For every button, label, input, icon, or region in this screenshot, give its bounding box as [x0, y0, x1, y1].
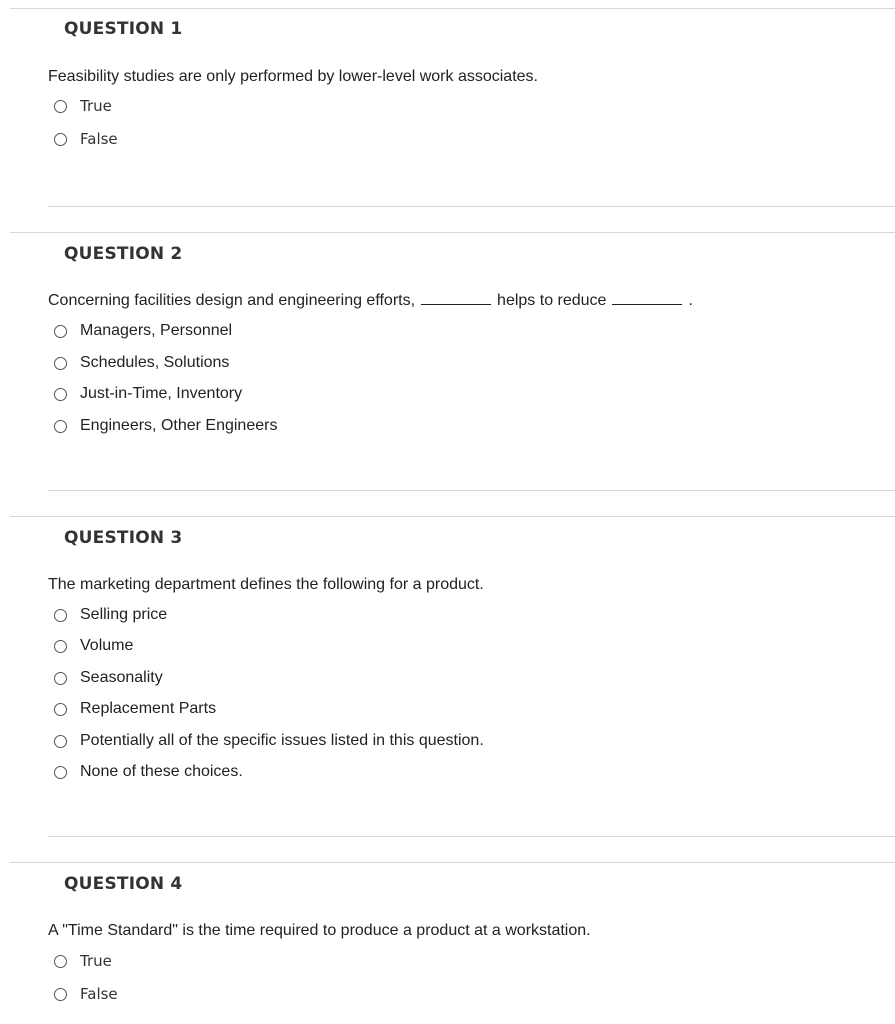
radio-button[interactable]	[54, 672, 67, 685]
question-2-text-part2: helps to reduce	[497, 292, 607, 309]
question-4-option-true[interactable]	[54, 952, 112, 970]
question-3-option-6[interactable]	[54, 763, 243, 781]
question-1-text: Feasibility studies are only performed by lower-level work associates.	[48, 68, 538, 85]
question-2-option-1[interactable]	[54, 322, 232, 340]
question-2-text-part1: Concerning facilities design and engineering efforts,	[48, 292, 416, 309]
question-2-title: QUESTION 2	[64, 244, 183, 264]
question-1-bottom-divider	[48, 206, 895, 207]
question-3-option-2[interactable]	[54, 637, 133, 655]
option-label: Managers, Personnel	[80, 322, 233, 339]
question-3-title: QUESTION 3	[64, 528, 183, 548]
question-2-option-4[interactable]	[54, 417, 277, 435]
question-1-option-false[interactable]	[54, 130, 118, 148]
fill-in-blank-1	[421, 303, 491, 305]
question-1-option-true[interactable]	[54, 97, 112, 115]
question-3-option-1[interactable]	[54, 606, 167, 624]
radio-button[interactable]	[54, 357, 67, 370]
question-1-title: QUESTION 1	[64, 19, 183, 39]
radio-button[interactable]	[54, 133, 67, 146]
radio-button[interactable]	[54, 955, 67, 968]
option-label: False	[80, 985, 118, 1003]
radio-button[interactable]	[54, 640, 67, 653]
option-label: None of these choices.	[80, 763, 243, 780]
question-2-text-part3: .	[688, 292, 693, 309]
option-label: Engineers, Other Engineers	[80, 417, 278, 434]
radio-button[interactable]	[54, 325, 67, 338]
radio-button[interactable]	[54, 609, 67, 622]
question-3-option-5[interactable]	[54, 732, 484, 750]
option-label: Replacement Parts	[80, 700, 217, 717]
question-4-top-divider	[10, 862, 895, 863]
question-2-option-3[interactable]	[54, 385, 242, 403]
option-label: Selling price	[80, 606, 168, 623]
question-4-option-false[interactable]	[54, 985, 118, 1003]
option-label: Schedules, Solutions	[80, 354, 230, 371]
option-label: True	[80, 952, 112, 970]
question-4-title: QUESTION 4	[64, 874, 183, 894]
option-label: Potentially all of the specific issues listed in this question.	[80, 732, 484, 749]
question-1-top-divider	[10, 8, 895, 9]
radio-button[interactable]	[54, 100, 67, 113]
option-label: False	[80, 130, 118, 148]
option-label: True	[80, 97, 112, 115]
question-3-option-3[interactable]	[54, 669, 163, 687]
question-2-option-2[interactable]	[54, 354, 229, 372]
question-4-text: A "Time Standard" is the time required to produce a product at a workstation.	[48, 922, 591, 939]
question-3-option-4[interactable]	[54, 700, 216, 718]
question-2-top-divider	[10, 232, 895, 233]
radio-button[interactable]	[54, 420, 67, 433]
radio-button[interactable]	[54, 766, 67, 779]
question-2-text	[48, 292, 693, 310]
radio-button[interactable]	[54, 388, 67, 401]
question-3-top-divider	[10, 516, 895, 517]
radio-button[interactable]	[54, 988, 67, 1001]
question-2-bottom-divider	[48, 490, 895, 491]
fill-in-blank-2	[612, 303, 682, 305]
option-label: Seasonality	[80, 669, 163, 686]
question-3-bottom-divider	[48, 836, 895, 837]
radio-button[interactable]	[54, 735, 67, 748]
question-3-text: The marketing department defines the following for a product.	[48, 576, 484, 593]
radio-button[interactable]	[54, 703, 67, 716]
option-label: Volume	[80, 637, 134, 654]
option-label: Just-in-Time, Inventory	[80, 385, 243, 402]
